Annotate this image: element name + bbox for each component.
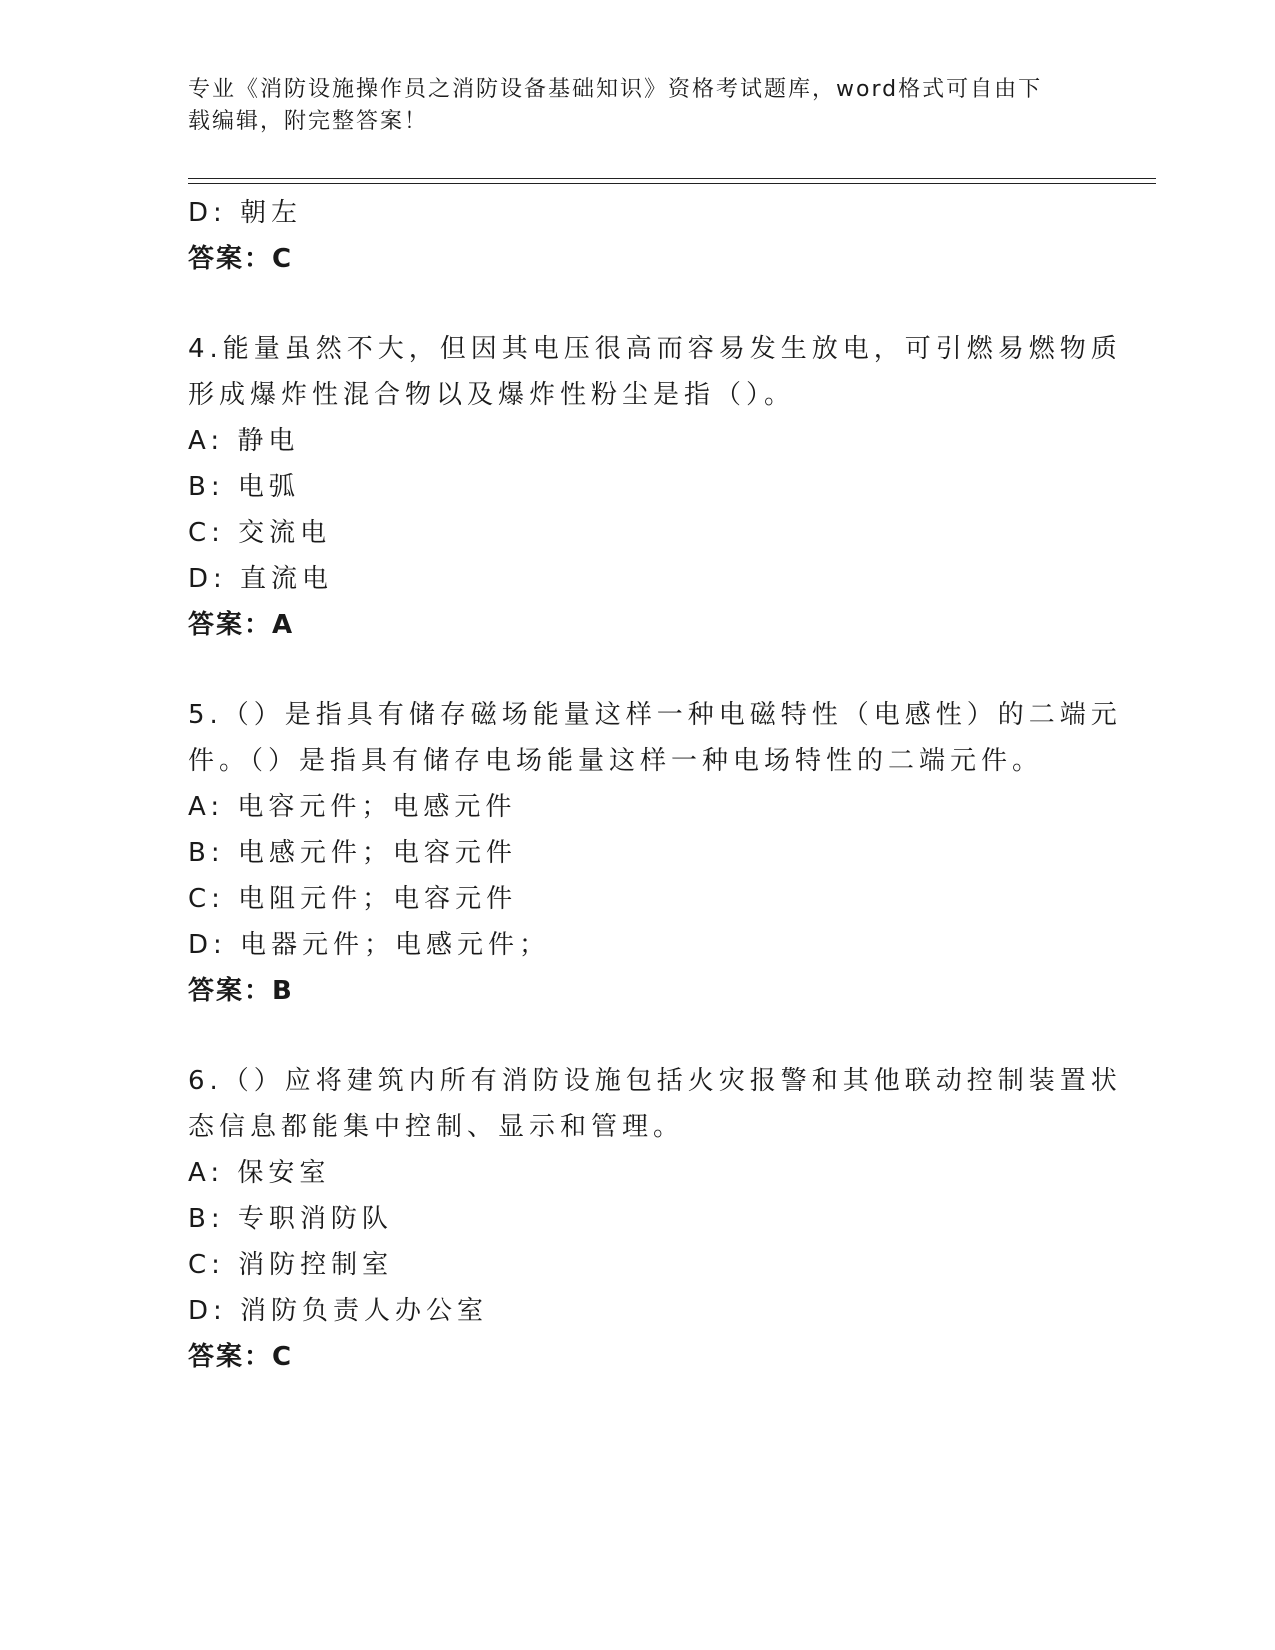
option-c: C: 电阻元件；电容元件 bbox=[188, 884, 518, 914]
answer: 答案：C bbox=[188, 244, 294, 274]
question-text-line-2: 形成爆炸性混合物以及爆炸性粉尘是指（）。 bbox=[188, 380, 796, 410]
question-text bbox=[188, 692, 1122, 784]
option-a: A: 电容元件；电感元件 bbox=[188, 792, 517, 822]
option-b: B: 专职消防队 bbox=[188, 1204, 393, 1234]
answer: 答案：B bbox=[188, 976, 294, 1006]
question-text-line-2: 件。（）是指具有储存电场能量这样一种电场特性的二端元件。 bbox=[188, 746, 1044, 776]
option-b: B: 电感元件；电容元件 bbox=[188, 838, 517, 868]
option-d: D: 消防负责人办公室 bbox=[188, 1296, 489, 1326]
option-c: C: 交流电 bbox=[188, 518, 332, 548]
answer: 答案：C bbox=[188, 1342, 294, 1372]
option-d: D: 电器元件；电感元件； bbox=[188, 930, 551, 960]
question-text-line-1: 5.（）是指具有储存磁场能量这样一种电磁特性（电感性）的二端元 bbox=[188, 700, 1122, 730]
page-header bbox=[188, 74, 1088, 138]
option-d: D: 朝左 bbox=[188, 198, 303, 228]
answer: 答案：A bbox=[188, 610, 295, 640]
header-line-1: 专业《消防设施操作员之消防设备基础知识》资格考试题库，word格式可自由下 bbox=[188, 77, 1043, 102]
option-b: B: 电弧 bbox=[188, 472, 300, 502]
previous-question-tail bbox=[188, 190, 1088, 282]
option-d: D: 直流电 bbox=[188, 564, 334, 594]
header-divider-top bbox=[188, 178, 1156, 179]
question-list bbox=[188, 190, 1122, 1380]
question-4 bbox=[188, 326, 1122, 648]
question-text bbox=[188, 1058, 1122, 1150]
question-6 bbox=[188, 1058, 1122, 1380]
header-divider-bottom bbox=[188, 183, 1156, 184]
header-line-2: 载编辑，附完整答案！ bbox=[188, 109, 429, 134]
option-a: A: 保安室 bbox=[188, 1158, 331, 1188]
question-text-line-1: 6.（）应将建筑内所有消防设施包括火灾报警和其他联动控制装置状 bbox=[188, 1066, 1122, 1096]
question-text bbox=[188, 326, 1122, 418]
question-text-line-2: 态信息都能集中控制、显示和管理。 bbox=[188, 1112, 685, 1142]
option-c: C: 消防控制室 bbox=[188, 1250, 394, 1280]
question-text-line-1: 4.能量虽然不大，但因其电压很高而容易发生放电，可引燃易燃物质 bbox=[188, 334, 1122, 364]
question-5 bbox=[188, 692, 1122, 1014]
option-a: A: 静电 bbox=[188, 426, 300, 456]
